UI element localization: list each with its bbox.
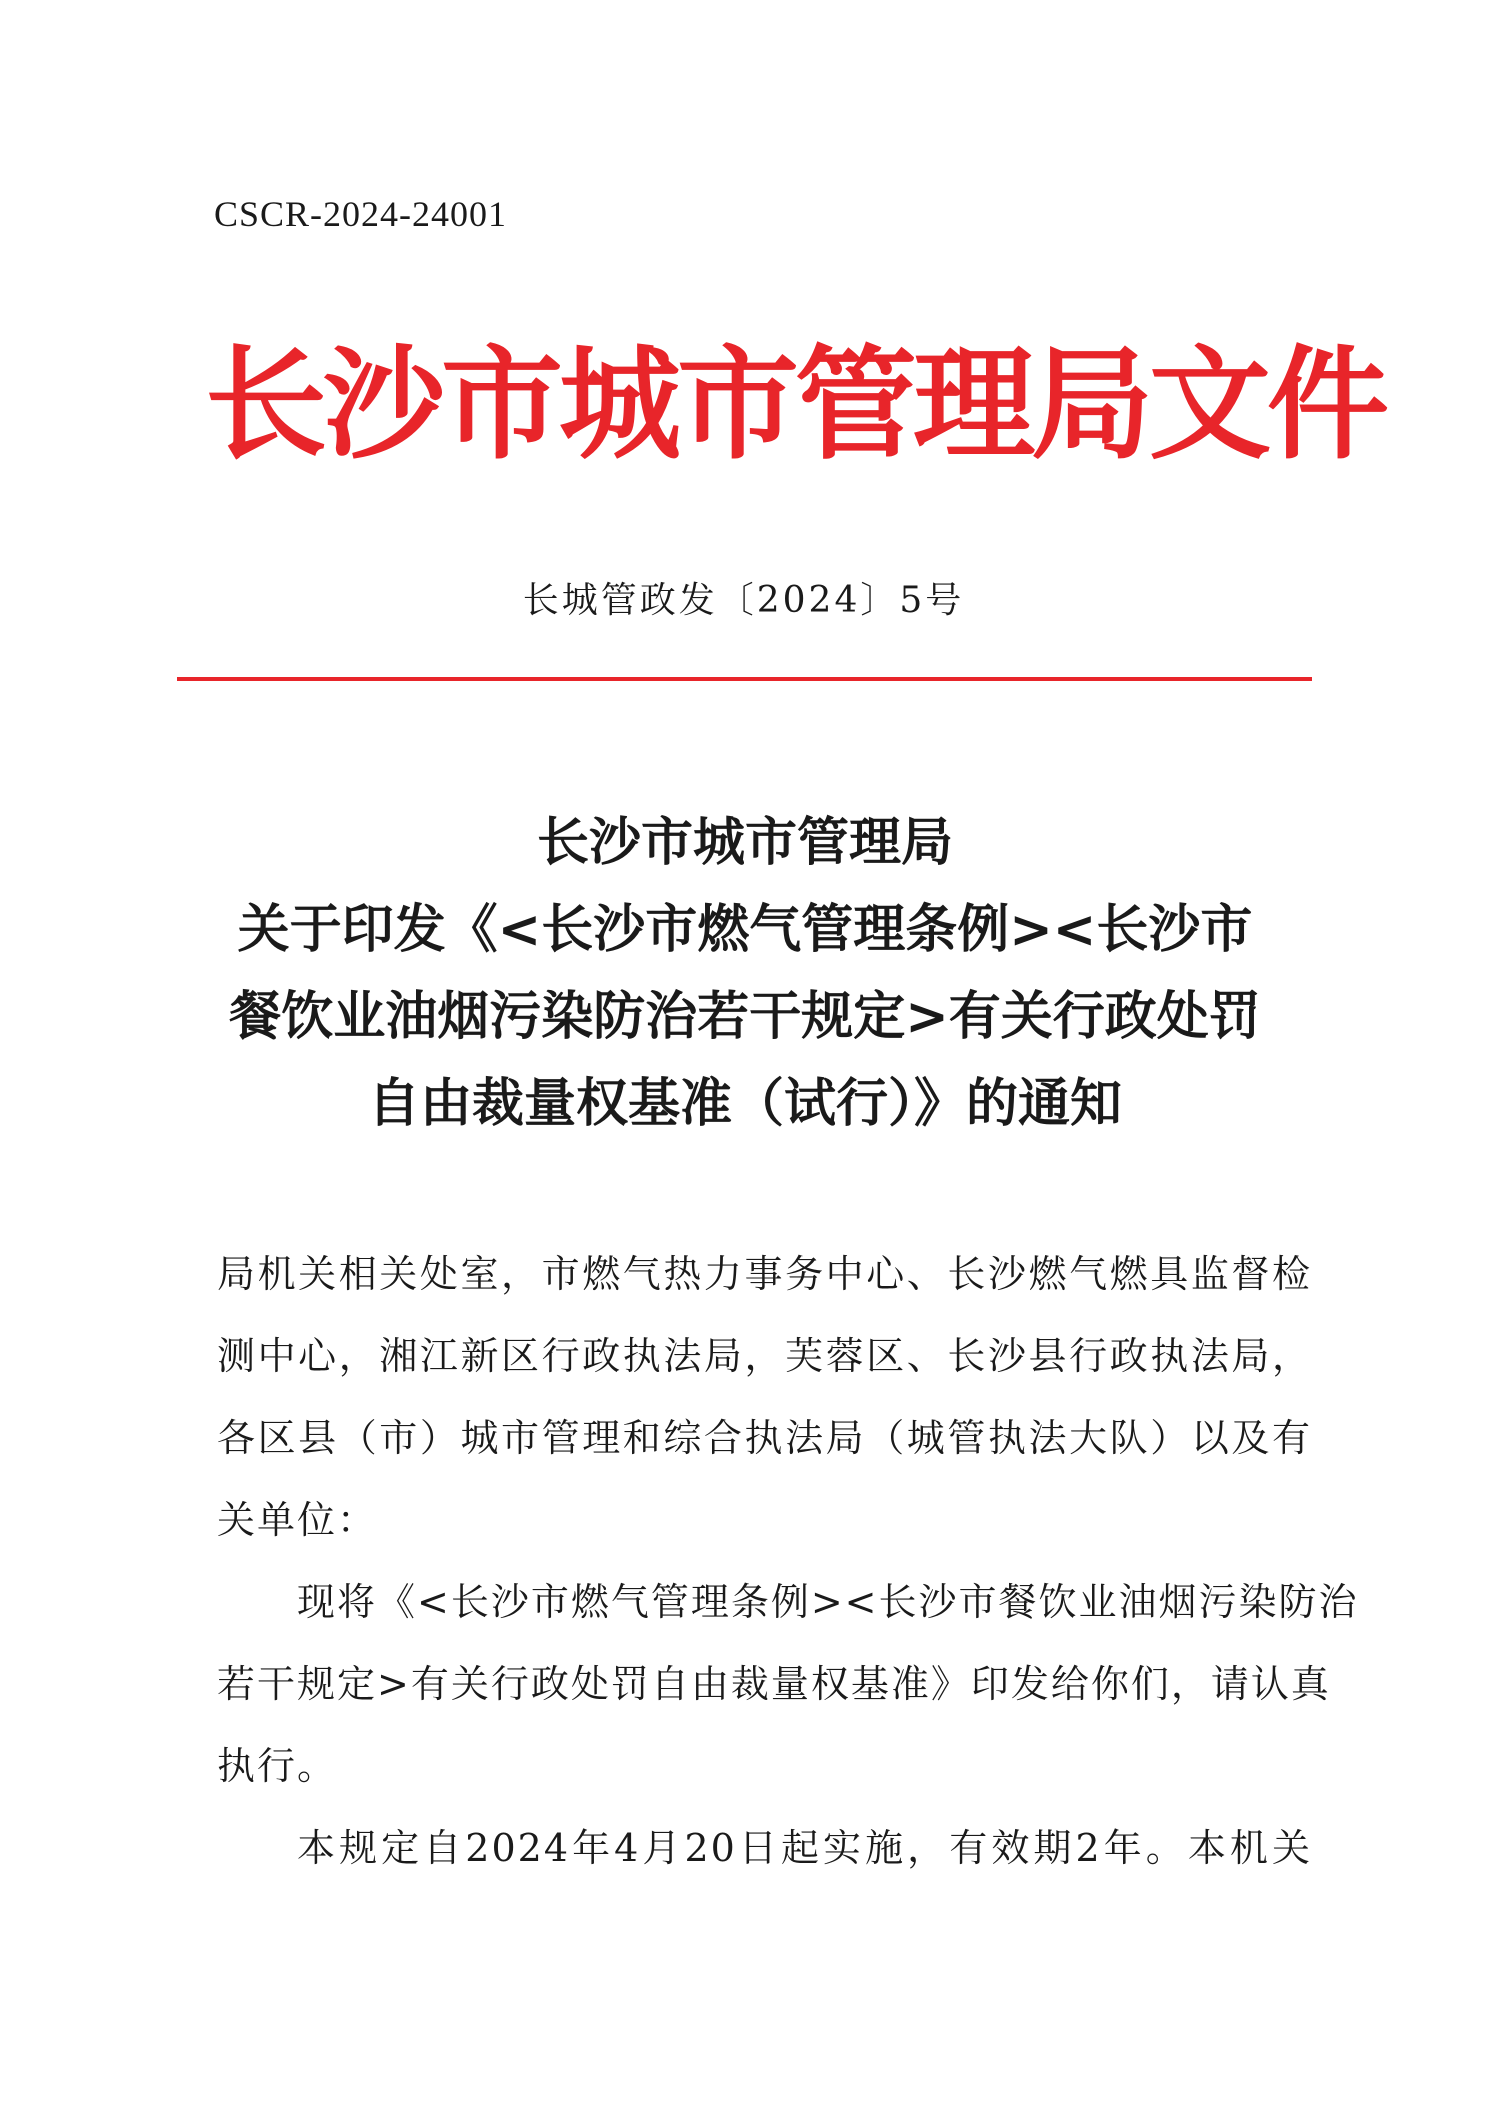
body-line-4: 关单位： [217, 1498, 378, 1542]
red-divider-line [177, 677, 1312, 681]
masthead-title: 长沙市城市管理局文件 [205, 334, 1385, 476]
body-line-5: 现将《<长沙市燃气管理条例><长沙市餐饮业油烟污染防治 [297, 1580, 1359, 1624]
body-line-1: 局机关相关处室，市燃气热力事务中心、长沙燃气燃具监督检 [217, 1252, 1312, 1296]
body-line-6: 若干规定>有关行政处罚自由裁量权基准》印发给你们，请认真 [217, 1662, 1331, 1706]
notice-body [217, 1233, 1359, 1889]
title-line-4: 自由裁量权基准（试行）》的通知 [367, 1074, 1122, 1134]
body-line-8: 本规定自2024年4月20日起实施，有效期2年。本机关 [297, 1826, 1312, 1870]
body-line-2: 测中心，湘江新区行政执法局，芙蓉区、长沙县行政执法局， [217, 1334, 1312, 1378]
body-line-3: 各区县（市）城市管理和综合执法局（城管执法大队）以及有 [217, 1416, 1312, 1460]
document-code: CSCR-2024-24001 [214, 194, 508, 234]
document-number: 长城管政发〔2024〕5号 [522, 580, 965, 621]
title-line-1: 长沙市城市管理局 [536, 813, 953, 873]
title-line-2: 关于印发《<长沙市燃气管理条例><长沙市 [237, 900, 1253, 960]
title-line-3: 餐饮业油烟污染防治若干规定>有关行政处罚 [229, 987, 1261, 1047]
notice-title [180, 800, 1310, 1148]
body-line-7: 执行。 [217, 1744, 338, 1788]
